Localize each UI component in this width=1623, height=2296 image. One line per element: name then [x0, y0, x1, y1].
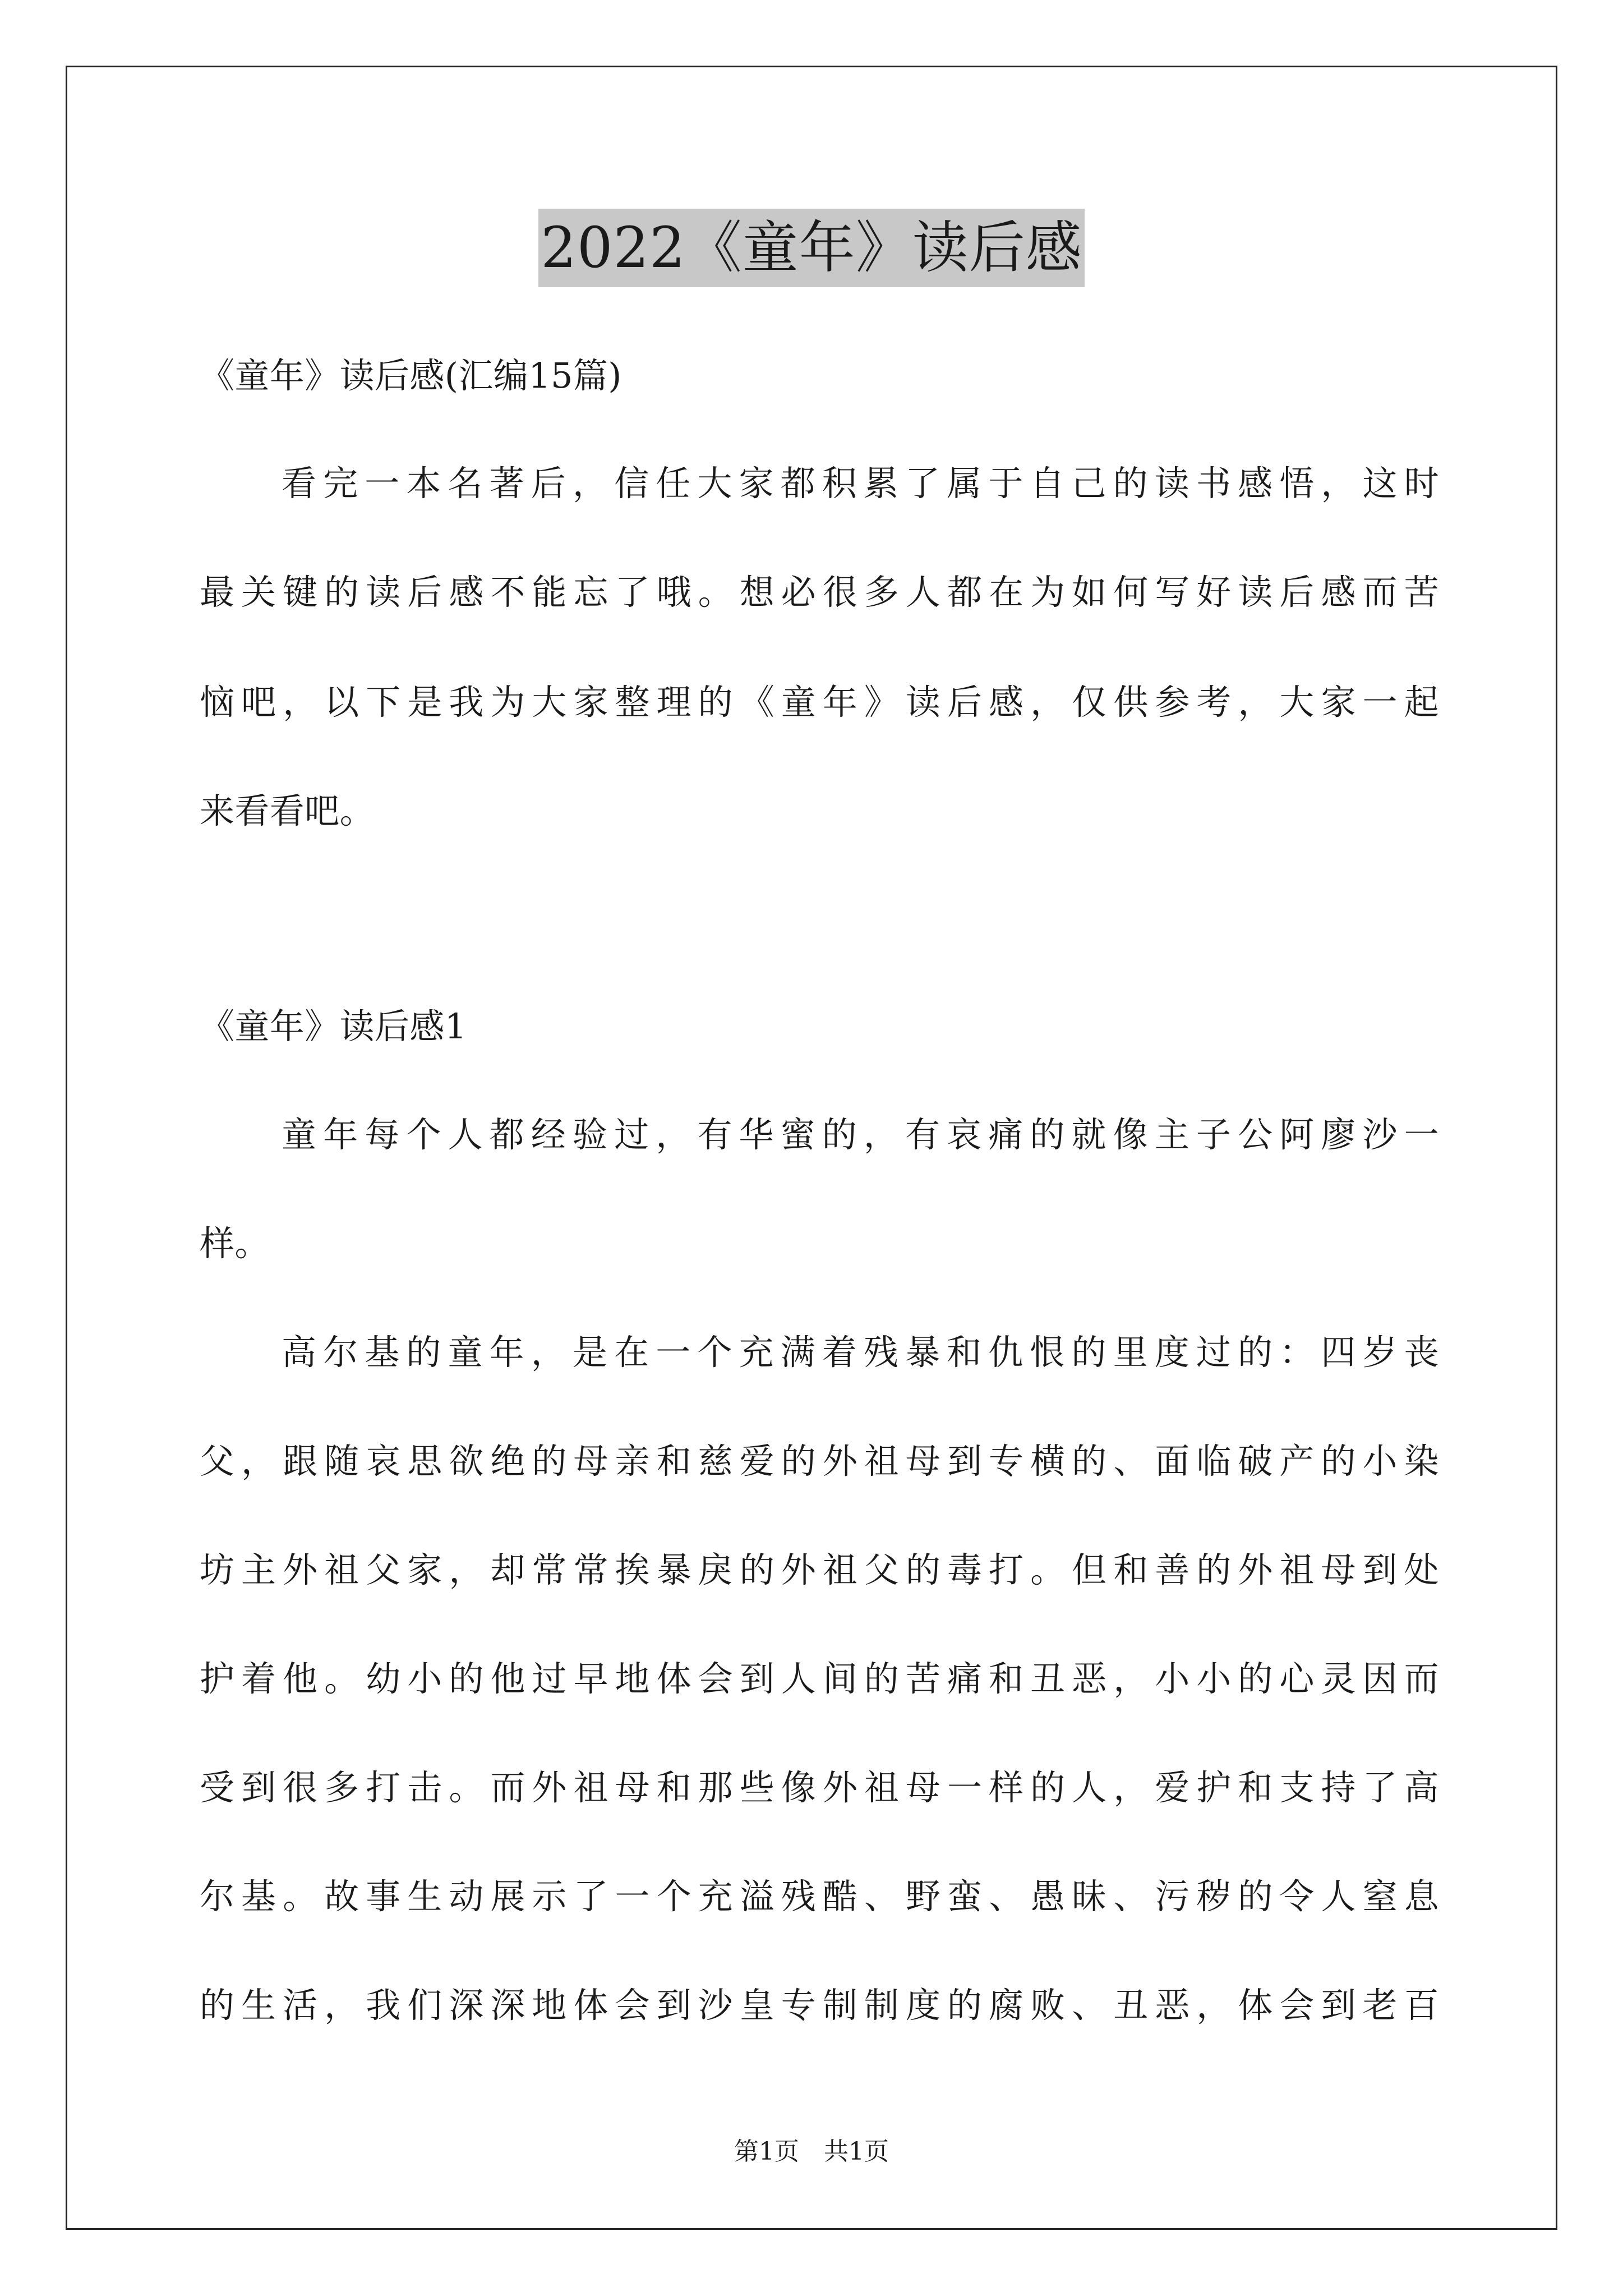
para1-line-2: 样。 — [200, 1223, 270, 1264]
document-subtitle: 《童年》读后感(汇编15篇) — [200, 355, 622, 396]
intro-line-1: 看完一本名著后，信任大家都积累了属于自己的读书感悟，这时 — [282, 463, 1439, 504]
para2-line-6: 尔基。故事生动展示了一个充溢残酷、野蛮、愚昧、污秽的令人窒息 — [200, 1876, 1439, 1917]
para2-line-1: 高尔基的童年，是在一个充满着残暴和仇恨的里度过的：四岁丧 — [282, 1332, 1439, 1373]
intro-line-4: 来看看吧。 — [200, 790, 375, 831]
intro-line-2: 最关键的读后感不能忘了哦。想必很多人都在为如何写好读后感而苦 — [200, 572, 1439, 613]
title-container — [0, 209, 1623, 287]
para2-line-5: 受到很多打击。而外祖母和那些像外祖母一样的人，爱护和支持了高 — [200, 1767, 1439, 1808]
section-heading: 《童年》读后感1 — [200, 1006, 467, 1047]
intro-line-3: 恼吧，以下是我为大家整理的《童年》读后感，仅供参考，大家一起 — [200, 682, 1439, 723]
para2-line-2: 父，跟随哀思欲绝的母亲和慈爱的外祖母到专横的、面临破产的小染 — [200, 1441, 1439, 1481]
document-title: 2022《童年》读后感 — [538, 209, 1085, 287]
para2-line-4: 护着他。幼小的他过早地体会到人间的苦痛和丑恶，小小的心灵因而 — [200, 1658, 1439, 1699]
para2-line-7: 的生活，我们深深地体会到沙皇专制制度的腐败、丑恶，体会到老百 — [200, 1985, 1439, 2026]
para1-line-1: 童年每个人都经验过，有华蜜的，有哀痛的就像主子公阿廖沙一 — [282, 1114, 1439, 1155]
para2-line-3: 坊主外祖父家，却常常挨暴戾的外祖父的毒打。但和善的外祖母到处 — [200, 1549, 1439, 1590]
page-footer: 第1页 共1页 — [734, 2137, 889, 2166]
